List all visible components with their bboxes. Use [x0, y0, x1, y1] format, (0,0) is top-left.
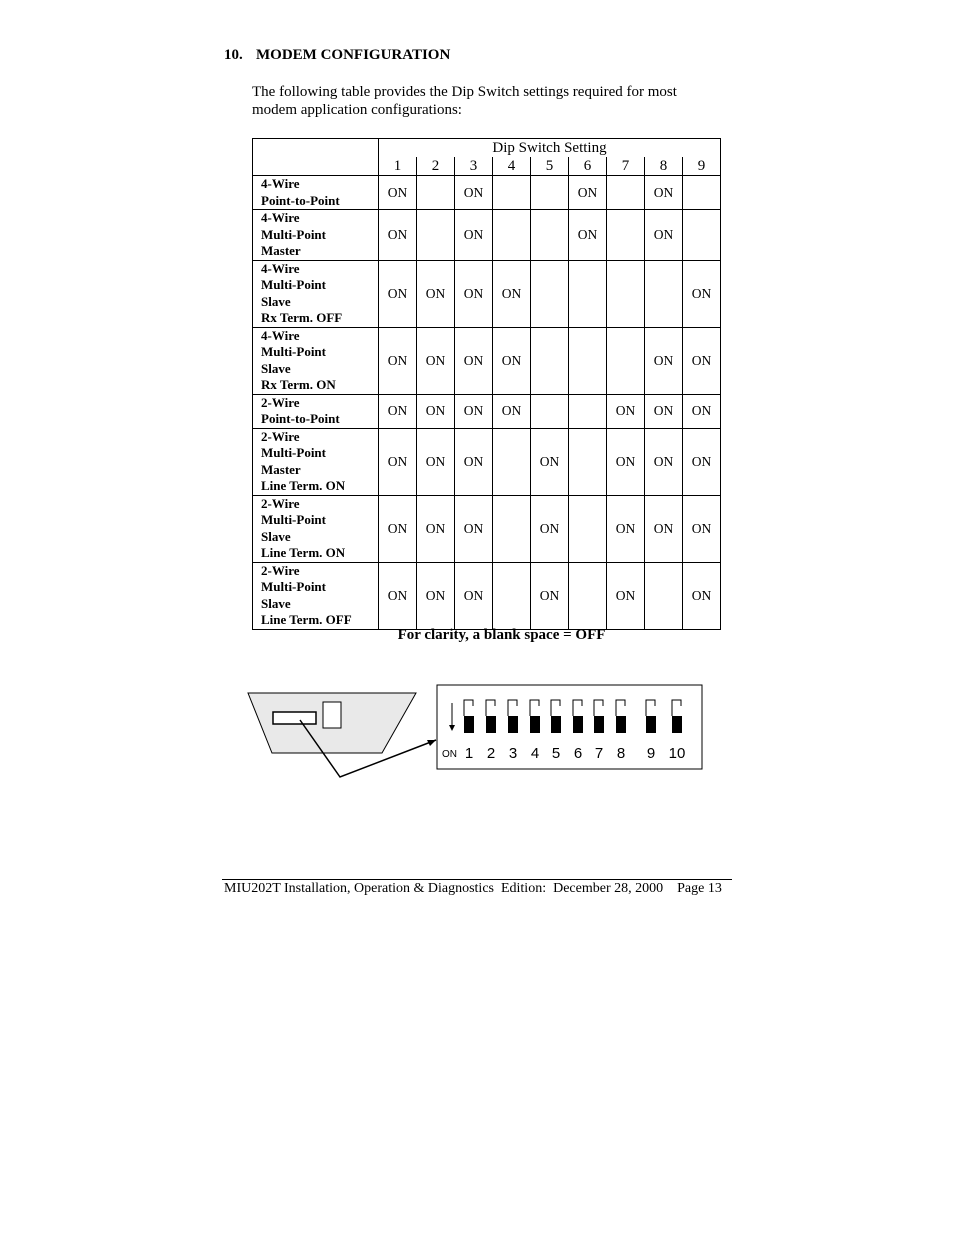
switch-number-label: 4	[530, 745, 540, 762]
switch-setting-cell: ON	[417, 260, 455, 327]
switch-lever	[594, 716, 604, 733]
switch-lever	[464, 716, 474, 733]
switch-setting-cell: ON	[645, 176, 683, 210]
switch-number-label: 5	[551, 745, 561, 762]
configuration-label-line: 4-Wire	[261, 327, 300, 343]
switch-number-header: 7	[607, 157, 645, 176]
configuration-label	[253, 327, 379, 394]
configuration-label-line: Line Term. ON	[261, 478, 346, 493]
switch-setting-cell: ON	[645, 495, 683, 562]
switch-setting-cell	[645, 260, 683, 327]
switch-setting-cell	[569, 428, 607, 495]
configuration-label	[253, 562, 379, 629]
configuration-label-line: Master	[261, 461, 301, 477]
switch-setting-cell: ON	[417, 562, 455, 629]
section-number: 10.	[224, 47, 243, 63]
table-row	[253, 210, 721, 261]
configuration-label	[253, 495, 379, 562]
switch-number-label: 2	[486, 745, 496, 762]
table-row	[253, 495, 721, 562]
switch-setting-cell: ON	[379, 394, 417, 428]
configuration-label-line: Multi-Point	[261, 277, 326, 292]
switch-number-header: 6	[569, 157, 607, 176]
switch-setting-cell: ON	[379, 260, 417, 327]
switch-setting-cell	[569, 260, 607, 327]
switch-setting-cell: ON	[455, 495, 493, 562]
switch-setting-cell: ON	[683, 394, 721, 428]
configuration-label-line: Multi-Point	[261, 579, 326, 594]
switch-setting-cell: ON	[455, 260, 493, 327]
switch-number-label: 8	[616, 745, 626, 762]
configuration-label-line: Rx Term. OFF	[261, 310, 343, 325]
switch-number-label: 1	[464, 745, 474, 762]
table-row	[253, 562, 721, 629]
switch-setting-cell	[493, 176, 531, 210]
switch-setting-cell: ON	[683, 327, 721, 394]
configuration-label-line: Slave	[261, 528, 291, 544]
switch-bank-frame	[437, 685, 702, 769]
switch-setting-cell: ON	[455, 210, 493, 261]
configuration-label	[253, 428, 379, 495]
switch-setting-cell	[607, 210, 645, 261]
switch-number-label: 7	[594, 745, 604, 762]
switch-setting-cell	[531, 176, 569, 210]
switch-setting-cell: ON	[455, 394, 493, 428]
switch-lever	[551, 716, 561, 733]
switch-setting-cell: ON	[531, 562, 569, 629]
switch-setting-cell: ON	[493, 260, 531, 327]
table-row	[253, 327, 721, 394]
configuration-label-line: 2-Wire	[261, 428, 300, 444]
switch-setting-cell: ON	[379, 562, 417, 629]
switch-setting-cell: ON	[417, 394, 455, 428]
switch-setting-cell	[683, 176, 721, 210]
switch-setting-cell: ON	[493, 327, 531, 394]
dip-switch-diagram	[240, 676, 710, 788]
configuration-label-line: Multi-Point	[261, 226, 326, 242]
intro-paragraph: The following table provides the Dip Switch settings required for most modem application configurations:	[252, 84, 677, 118]
switch-number-label: 6	[573, 745, 583, 762]
switch-setting-cell	[493, 562, 531, 629]
switch-setting-cell: ON	[379, 428, 417, 495]
switch-setting-cell: ON	[645, 394, 683, 428]
switch-number-label: 10	[668, 745, 686, 762]
page-footer: MIU202T Installation, Operation & Diagnostics Edition: December 28, 2000 Page 13	[224, 881, 722, 896]
switch-setting-cell: ON	[607, 428, 645, 495]
configuration-label-line: Line Term. OFF	[261, 612, 352, 627]
dip-switch-setting-header: Dip Switch Setting	[379, 139, 721, 158]
configuration-label-line: Master	[261, 243, 301, 258]
switch-setting-cell: ON	[645, 210, 683, 261]
switch-setting-cell	[493, 210, 531, 261]
switch-setting-cell	[569, 562, 607, 629]
table-row	[253, 428, 721, 495]
configuration-label-line: 4-Wire	[261, 176, 300, 191]
switch-setting-cell: ON	[455, 327, 493, 394]
table-row	[253, 260, 721, 327]
configuration-label-line: Slave	[261, 293, 291, 309]
switch-setting-cell	[531, 394, 569, 428]
table-row	[253, 394, 721, 428]
dip-switch-block-outline	[273, 712, 316, 724]
blank-means-off-note: For clarity, a blank space = OFF	[397, 627, 606, 643]
configuration-label-line: Multi-Point	[261, 512, 326, 527]
switch-setting-cell	[607, 260, 645, 327]
table-corner-cell	[253, 139, 379, 176]
footer-rule	[222, 879, 732, 880]
switch-setting-cell	[531, 210, 569, 261]
switch-setting-cell: ON	[683, 562, 721, 629]
switch-setting-cell: ON	[455, 428, 493, 495]
configuration-label-line: Multi-Point	[261, 344, 326, 359]
switch-setting-cell: ON	[531, 428, 569, 495]
jumper-outline	[323, 702, 341, 728]
switch-number-header: 9	[683, 157, 721, 176]
switch-setting-cell: ON	[379, 210, 417, 261]
configuration-label-line: Slave	[261, 595, 291, 611]
configuration-label-line: Rx Term. ON	[261, 377, 336, 392]
switch-setting-cell	[493, 428, 531, 495]
switch-lever	[508, 716, 518, 733]
switch-setting-cell	[569, 327, 607, 394]
switch-setting-cell	[417, 176, 455, 210]
switch-setting-cell: ON	[607, 394, 645, 428]
switch-number-label: 3	[508, 745, 518, 762]
switch-setting-cell	[569, 394, 607, 428]
configuration-label-line: Point-to-Point	[261, 192, 340, 208]
switch-setting-cell: ON	[607, 495, 645, 562]
switch-setting-cell: ON	[417, 495, 455, 562]
switch-setting-cell: ON	[455, 562, 493, 629]
switch-lever	[616, 716, 626, 733]
configuration-label-line: 4-Wire	[261, 260, 300, 276]
configuration-label	[253, 394, 379, 428]
on-label: ON	[442, 749, 457, 760]
switch-setting-cell: ON	[683, 495, 721, 562]
switch-setting-cell	[607, 176, 645, 210]
switch-setting-cell	[607, 327, 645, 394]
switch-lever	[573, 716, 583, 733]
switch-setting-cell: ON	[683, 260, 721, 327]
switch-number-header: 1	[379, 157, 417, 176]
switch-lever	[486, 716, 496, 733]
switch-number-header: 5	[531, 157, 569, 176]
configuration-label-line: Line Term. ON	[261, 545, 346, 560]
switch-setting-cell: ON	[531, 495, 569, 562]
switch-setting-cell	[531, 327, 569, 394]
switch-setting-cell: ON	[379, 495, 417, 562]
switch-setting-cell: ON	[379, 327, 417, 394]
switch-setting-cell	[493, 495, 531, 562]
switch-setting-cell: ON	[379, 176, 417, 210]
configuration-label-line: 2-Wire	[261, 495, 300, 511]
table-row	[253, 176, 721, 210]
switch-number-header: 3	[455, 157, 493, 176]
switch-number-label: 9	[646, 745, 656, 762]
switch-number-header: 2	[417, 157, 455, 176]
switch-setting-cell: ON	[569, 210, 607, 261]
configuration-label-line: Point-to-Point	[261, 411, 340, 426]
switch-setting-cell: ON	[417, 428, 455, 495]
switch-setting-cell: ON	[417, 327, 455, 394]
switch-number-header: 8	[645, 157, 683, 176]
switch-setting-cell	[683, 210, 721, 261]
switch-lever	[672, 716, 682, 733]
switch-setting-cell	[417, 210, 455, 261]
switch-setting-cell: ON	[645, 327, 683, 394]
configuration-label	[253, 210, 379, 261]
switch-setting-cell: ON	[455, 176, 493, 210]
switch-setting-cell	[531, 260, 569, 327]
switch-lever	[530, 716, 540, 733]
switch-setting-cell: ON	[683, 428, 721, 495]
section-title: MODEM CONFIGURATION	[256, 47, 451, 63]
configuration-label-line: Slave	[261, 360, 291, 376]
switch-setting-cell: ON	[493, 394, 531, 428]
configuration-label-line: Multi-Point	[261, 445, 326, 460]
configuration-label-line: 4-Wire	[261, 210, 300, 225]
configuration-label	[253, 260, 379, 327]
switch-setting-cell: ON	[569, 176, 607, 210]
switch-setting-cell: ON	[645, 428, 683, 495]
configuration-label-line: 2-Wire	[261, 394, 300, 410]
switch-setting-cell: ON	[607, 562, 645, 629]
configuration-label-line: 2-Wire	[261, 562, 300, 578]
section-heading	[224, 47, 450, 64]
switch-setting-cell	[569, 495, 607, 562]
switch-lever	[646, 716, 656, 733]
configuration-label	[253, 176, 379, 210]
dip-switch-table	[252, 138, 721, 630]
switch-number-header: 4	[493, 157, 531, 176]
switch-setting-cell	[645, 562, 683, 629]
